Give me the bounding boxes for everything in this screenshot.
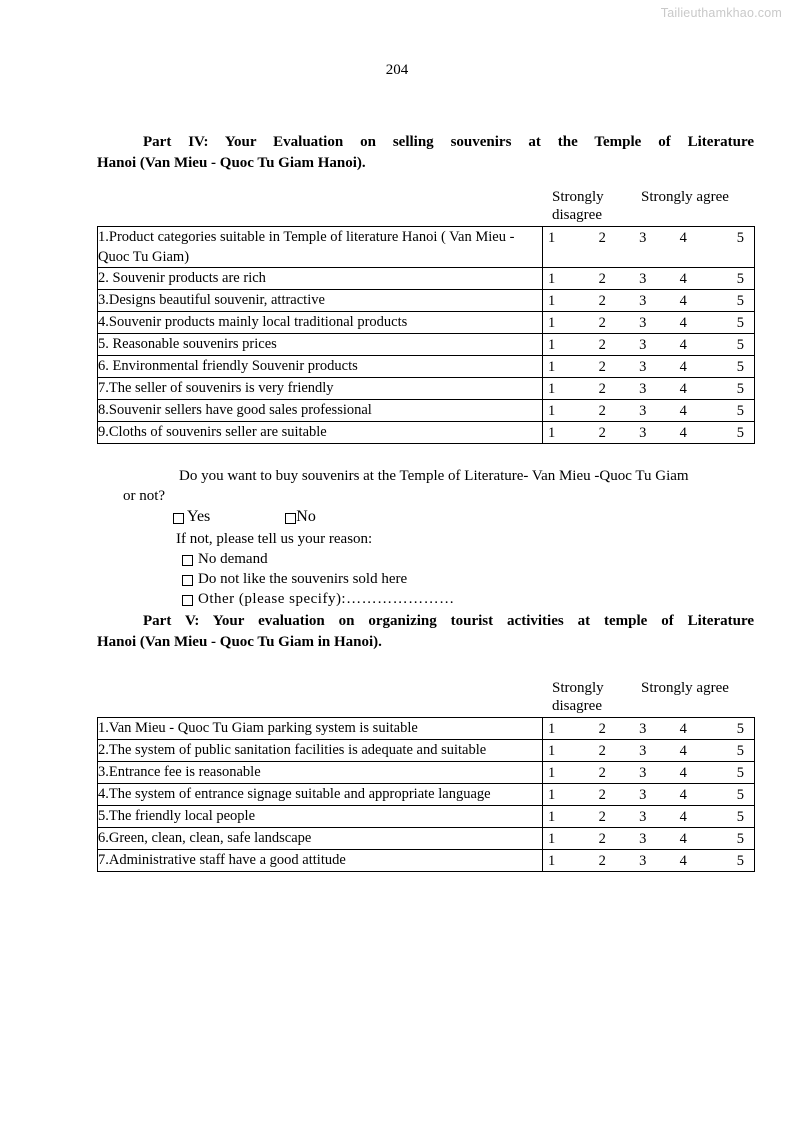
table-row (98, 356, 755, 378)
reason-label: No demand (198, 550, 268, 567)
rating-option-4[interactable]: 4 (679, 721, 687, 737)
part-iv-heading-line1: Part IV: Your Evaluation on selling souvenirs at the Temple of Literature (143, 134, 754, 150)
rating-option-5[interactable]: 5 (736, 315, 744, 331)
rating-option-2[interactable]: 2 (598, 230, 606, 246)
rating-option-5[interactable]: 5 (736, 809, 744, 825)
rating-option-3[interactable]: 3 (639, 743, 647, 759)
scale-label-strongly-agree: Strongly agree (641, 680, 729, 696)
table-row (98, 422, 755, 444)
statement-cell: 2. Souvenir products are rich (98, 268, 543, 290)
statement-cell: 6.Green, clean, clean, safe landscape (98, 828, 543, 850)
rating-cell[interactable] (543, 850, 755, 872)
rating-option-2[interactable]: 2 (598, 765, 606, 781)
rating-scale[interactable] (543, 806, 754, 827)
rating-option-4[interactable]: 4 (679, 743, 687, 759)
checkbox-icon[interactable] (173, 513, 184, 524)
rating-option-4[interactable]: 4 (679, 809, 687, 825)
rating-option-4[interactable]: 4 (679, 787, 687, 803)
rating-cell[interactable] (543, 828, 755, 850)
statement-cell: 3.Entrance fee is reasonable (98, 762, 543, 784)
document-content (97, 132, 754, 872)
rating-option-3[interactable]: 3 (639, 381, 647, 397)
rating-option-4[interactable]: 4 (679, 403, 687, 419)
part-v-table (97, 717, 755, 872)
statement-cell: 9.Cloths of souvenirs seller are suitable (98, 422, 543, 444)
rating-option-2[interactable]: 2 (598, 315, 606, 331)
rating-option-2[interactable]: 2 (598, 293, 606, 309)
rating-cell[interactable] (543, 356, 755, 378)
rating-option-3[interactable]: 3 (639, 787, 647, 803)
rating-option-1[interactable]: 1 (548, 831, 556, 847)
checkbox-icon[interactable] (182, 555, 193, 566)
rating-option-2[interactable]: 2 (598, 743, 606, 759)
rating-option-1[interactable]: 1 (548, 337, 556, 353)
rating-option-5[interactable]: 5 (736, 787, 744, 803)
rating-option-1[interactable]: 1 (548, 787, 556, 803)
rating-option-2[interactable]: 2 (598, 809, 606, 825)
part-iv-table-body (98, 227, 755, 444)
scale-label-strongly-disagree: Strongly disagree (552, 680, 604, 714)
statement-cell: 4.Souvenir products mainly local traditional products (98, 312, 543, 334)
rating-cell[interactable] (543, 378, 755, 400)
option-no[interactable] (285, 508, 316, 526)
rating-option-4[interactable]: 4 (679, 425, 687, 441)
rating-scale[interactable] (543, 378, 754, 399)
rating-option-3[interactable]: 3 (639, 831, 647, 847)
table-row (98, 334, 755, 356)
part-v-table-body (98, 718, 755, 872)
rating-scale[interactable] (543, 718, 754, 739)
rating-option-2[interactable]: 2 (598, 787, 606, 803)
checkbox-icon[interactable] (182, 595, 193, 606)
table-row (98, 828, 755, 850)
rating-option-1[interactable]: 1 (548, 403, 556, 419)
rating-option-1[interactable]: 1 (548, 853, 556, 869)
reason-intro-text: If not, please tell us your reason: (176, 531, 373, 547)
scale-label-strongly-agree: Strongly agree (641, 189, 729, 205)
rating-scale[interactable] (543, 290, 754, 311)
rating-option-2[interactable]: 2 (598, 853, 606, 869)
checkbox-icon[interactable] (182, 575, 193, 586)
rating-cell[interactable] (543, 762, 755, 784)
part-v-heading (97, 611, 754, 653)
rating-option-2[interactable]: 2 (598, 721, 606, 737)
scale-label-strongly-disagree: Strongly disagree (552, 189, 604, 223)
rating-option-3[interactable]: 3 (639, 765, 647, 781)
rating-option-1[interactable]: 1 (548, 809, 556, 825)
rating-option-4[interactable]: 4 (679, 381, 687, 397)
rating-option-5[interactable]: 5 (736, 271, 744, 287)
reason-label: Do not like the souvenirs sold here (198, 570, 408, 587)
statement-cell: 5.The friendly local people (98, 806, 543, 828)
rating-option-5[interactable]: 5 (736, 765, 744, 781)
rating-option-2[interactable]: 2 (598, 403, 606, 419)
rating-scale[interactable] (543, 312, 754, 333)
rating-option-3[interactable]: 3 (639, 403, 647, 419)
rating-option-4[interactable]: 4 (679, 271, 687, 287)
statement-cell: 7.The seller of souvenirs is very friendly (98, 378, 543, 400)
checkbox-icon[interactable] (285, 513, 296, 524)
statement-cell: 1.Product categories suitable in Temple of literature Hanoi ( Van Mieu - Quoc Tu Giam) (98, 227, 543, 268)
rating-scale[interactable] (543, 422, 754, 443)
rating-cell[interactable] (543, 400, 755, 422)
statement-cell: 6. Environmental friendly Souvenir products (98, 356, 543, 378)
rating-scale[interactable] (543, 227, 754, 248)
rating-option-5[interactable]: 5 (736, 853, 744, 869)
rating-option-4[interactable]: 4 (679, 230, 687, 246)
option-yes[interactable] (173, 508, 210, 526)
rating-cell[interactable] (543, 806, 755, 828)
rating-option-4[interactable]: 4 (679, 293, 687, 309)
rating-scale[interactable] (543, 828, 754, 849)
rating-option-5[interactable]: 5 (736, 831, 744, 847)
statement-cell: 2.The system of public sanitation facilities is adequate and suitable (98, 740, 543, 762)
rating-option-3[interactable]: 3 (639, 853, 647, 869)
rating-scale[interactable] (543, 784, 754, 805)
table-row (98, 400, 755, 422)
page-number: 204 (385, 62, 409, 78)
rating-cell[interactable] (543, 334, 755, 356)
rating-option-5[interactable]: 5 (736, 359, 744, 375)
watermark-text: Tailieuthamkhao.com (660, 6, 782, 20)
rating-option-2[interactable]: 2 (598, 359, 606, 375)
rating-option-2[interactable]: 2 (598, 425, 606, 441)
table-row (98, 762, 755, 784)
statement-cell: 8.Souvenir sellers have good sales professional (98, 400, 543, 422)
reason-option-other[interactable] (182, 589, 754, 609)
rating-option-2[interactable]: 2 (598, 271, 606, 287)
rating-option-1[interactable]: 1 (548, 230, 556, 246)
rating-option-4[interactable]: 4 (679, 765, 687, 781)
rating-cell[interactable] (543, 784, 755, 806)
rating-cell[interactable] (543, 268, 755, 290)
rating-option-2[interactable]: 2 (598, 337, 606, 353)
rating-option-4[interactable]: 4 (679, 853, 687, 869)
purchase-question-line1: Do you want to buy souvenirs at the Temple of Literature- Van Mieu -Quoc Tu Giam (179, 468, 689, 484)
rating-option-3[interactable]: 3 (639, 359, 647, 375)
rating-cell[interactable] (543, 718, 755, 740)
rating-option-3[interactable]: 3 (639, 425, 647, 441)
rating-option-5[interactable]: 5 (736, 743, 744, 759)
rating-option-3[interactable]: 3 (639, 293, 647, 309)
table-row (98, 290, 755, 312)
rating-option-4[interactable]: 4 (679, 831, 687, 847)
table-row (98, 784, 755, 806)
rating-cell[interactable] (543, 740, 755, 762)
rating-cell[interactable] (543, 312, 755, 334)
rating-option-1[interactable]: 1 (548, 381, 556, 397)
part-iv-table (97, 226, 755, 444)
rating-scale[interactable] (543, 356, 754, 377)
rating-scale[interactable] (543, 400, 754, 421)
statement-cell: 7.Administrative staff have a good attitude (98, 850, 543, 872)
rating-option-5[interactable]: 5 (736, 403, 744, 419)
rating-option-1[interactable]: 1 (548, 765, 556, 781)
statement-cell: 1.Van Mieu - Quoc Tu Giam parking system is suitable (98, 718, 543, 740)
statement-cell: 3.Designs beautiful souvenir, attractive (98, 290, 543, 312)
purchase-question-block (97, 466, 754, 506)
rating-option-3[interactable]: 3 (639, 230, 647, 246)
rating-option-5[interactable]: 5 (736, 381, 744, 397)
rating-option-2[interactable]: 2 (598, 381, 606, 397)
rating-scale[interactable] (543, 762, 754, 783)
rating-option-5[interactable]: 5 (736, 721, 744, 737)
rating-cell[interactable] (543, 290, 755, 312)
rating-option-4[interactable]: 4 (679, 337, 687, 353)
rating-scale[interactable] (543, 740, 754, 761)
rating-option-5[interactable]: 5 (736, 337, 744, 353)
table-row (98, 312, 755, 334)
rating-option-4[interactable]: 4 (679, 315, 687, 331)
purchase-question-line2: or not? (123, 488, 166, 504)
rating-option-1[interactable]: 1 (548, 359, 556, 375)
rating-option-3[interactable]: 3 (639, 721, 647, 737)
rating-option-3[interactable]: 3 (639, 337, 647, 353)
rating-option-1[interactable]: 1 (548, 743, 556, 759)
reason-label: Other (please specify):………………… (198, 590, 455, 607)
option-yes-label: Yes (187, 508, 211, 525)
table-row (98, 268, 755, 290)
rating-option-5[interactable]: 5 (736, 425, 744, 441)
part-v-heading-line1: Part V: Your evaluation on organizing tourist activities at temple of Literature (143, 613, 754, 629)
table-row (98, 850, 755, 872)
table-row (98, 227, 755, 268)
statement-cell: 4.The system of entrance signage suitable and appropriate language (98, 784, 543, 806)
part-iv-heading-line2: Hanoi (Van Mieu - Quoc Tu Giam Hanoi). (97, 155, 366, 171)
table-row (98, 740, 755, 762)
rating-option-5[interactable]: 5 (736, 293, 744, 309)
rating-option-1[interactable]: 1 (548, 315, 556, 331)
table-row (98, 806, 755, 828)
table-row (98, 378, 755, 400)
option-no-label: No (296, 508, 316, 525)
part-iv-heading (97, 132, 754, 174)
rating-option-2[interactable]: 2 (598, 831, 606, 847)
rating-option-1[interactable]: 1 (548, 721, 556, 737)
statement-cell: 5. Reasonable souvenirs prices (98, 334, 543, 356)
rating-scale[interactable] (543, 850, 754, 871)
rating-option-1[interactable]: 1 (548, 425, 556, 441)
rating-option-1[interactable]: 1 (548, 293, 556, 309)
rating-option-1[interactable]: 1 (548, 271, 556, 287)
rating-option-3[interactable]: 3 (639, 809, 647, 825)
part-iv-scale-header (97, 188, 754, 226)
reason-option-no-demand[interactable] (182, 549, 754, 569)
rating-cell[interactable] (543, 422, 755, 444)
rating-option-3[interactable]: 3 (639, 271, 647, 287)
part-v-heading-line2: Hanoi (Van Mieu - Quoc Tu Giam in Hanoi). (97, 634, 382, 650)
rating-cell[interactable] (543, 227, 755, 268)
rating-scale[interactable] (543, 268, 754, 289)
reason-option-dislike-souvenirs[interactable] (182, 569, 754, 589)
rating-option-5[interactable]: 5 (736, 230, 744, 246)
rating-option-4[interactable]: 4 (679, 359, 687, 375)
part-v-scale-header (97, 679, 754, 717)
rating-scale[interactable] (543, 334, 754, 355)
table-row (98, 718, 755, 740)
rating-option-3[interactable]: 3 (639, 315, 647, 331)
yes-no-options (173, 508, 754, 528)
